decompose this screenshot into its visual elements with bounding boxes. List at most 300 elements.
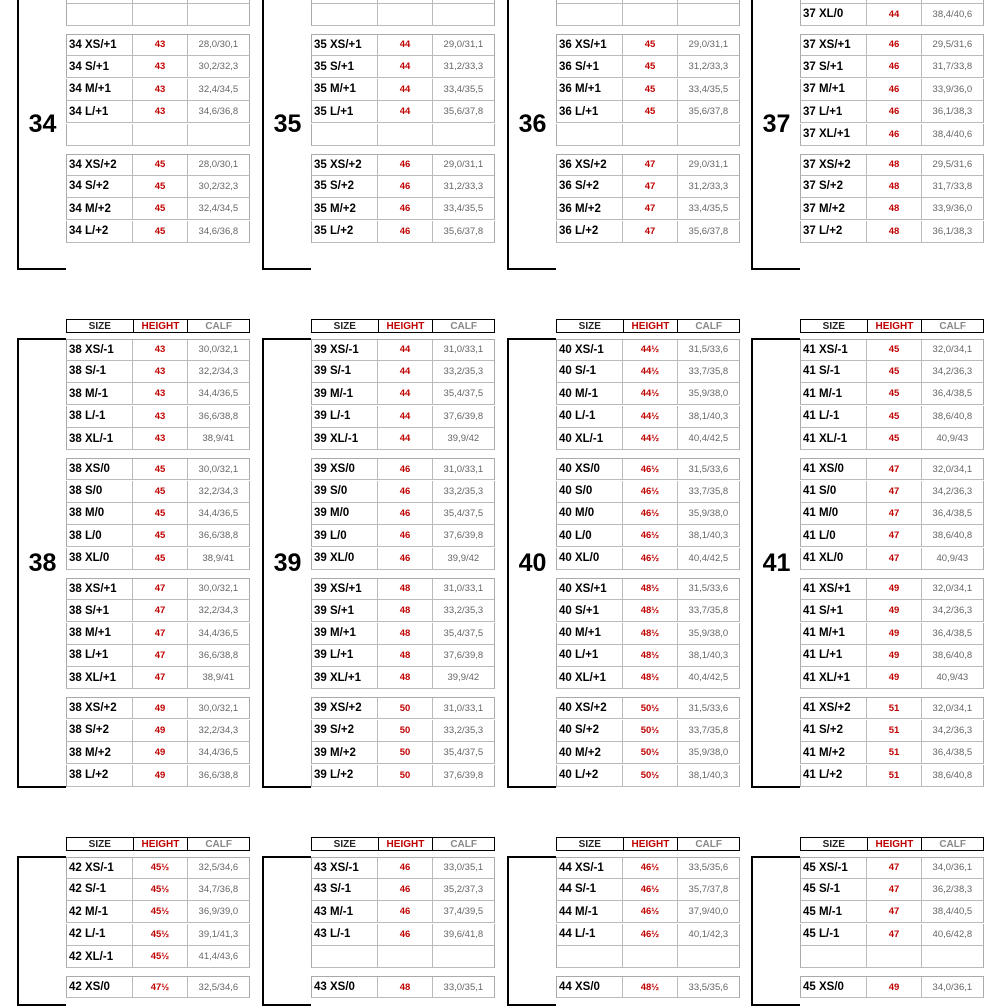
header-calf: CALF	[939, 320, 966, 332]
header-calf: CALF	[450, 320, 477, 332]
table-row	[556, 4, 740, 26]
table-row	[311, 4, 495, 26]
table-row	[66, 623, 250, 645]
height-cell: 47	[623, 176, 677, 197]
height-cell: 44½	[623, 340, 677, 360]
height-cell: 45	[133, 221, 187, 242]
table-row	[66, 383, 250, 405]
height-cell: 47	[133, 623, 187, 644]
table-row	[66, 481, 250, 503]
height-cell: 45½	[133, 879, 187, 900]
header-height: HEIGHT	[868, 320, 923, 332]
header-size: SIZE	[557, 838, 624, 850]
calf-cell: 36,4/38,5	[932, 627, 973, 639]
height-cell: 48	[867, 176, 921, 197]
height-cell: 47	[623, 155, 677, 175]
table-row	[556, 697, 740, 719]
size-cell: 39 XL/-1	[312, 428, 378, 449]
height-cell: 45	[867, 406, 921, 427]
size-cell: 34 M/+2	[67, 198, 133, 219]
table-row	[311, 578, 495, 600]
table-row	[311, 458, 495, 480]
size-group-label	[17, 856, 66, 1006]
height-cell: 45	[867, 340, 921, 360]
size-cell: 39 XS/+2	[312, 698, 378, 718]
height-cell: 46½	[623, 548, 677, 569]
table-row	[556, 765, 740, 787]
height-cell	[867, 0, 921, 3]
calf-cell: 36,4/38,5	[932, 747, 973, 759]
calf-cell: 34,6/36,8	[198, 225, 239, 237]
size-cell: 37 S/+1	[801, 56, 867, 77]
height-cell: 49	[133, 742, 187, 763]
height-cell: 50½	[623, 698, 677, 718]
height-cell: 44½	[623, 428, 677, 449]
height-cell	[378, 946, 432, 967]
calf-cell: 31,2/33,3	[443, 61, 484, 73]
calf-cell: 38,4/40,6	[932, 128, 973, 140]
table-row	[556, 503, 740, 525]
height-cell: 49	[867, 623, 921, 644]
size-cell: 38 XL/-1	[67, 428, 133, 449]
table-row	[800, 406, 984, 428]
table-row	[311, 857, 495, 879]
calf-cell: 36,6/38,8	[198, 410, 239, 422]
size-cell: 36 XS/+2	[557, 155, 623, 175]
calf-cell: 35,6/37,8	[443, 225, 484, 237]
table-row	[311, 406, 495, 428]
calf-cell: 35,9/38,0	[688, 507, 729, 519]
calf-cell: 38,1/40,3	[688, 410, 729, 422]
size-cell: 39 S/+1	[312, 600, 378, 621]
height-cell: 48	[867, 155, 921, 175]
size-cell: 35 S/+1	[312, 56, 378, 77]
calf-cell: 36,1/38,3	[932, 225, 973, 237]
calf-cell: 33,2/35,3	[443, 724, 484, 736]
calf-cell: 38,1/40,3	[688, 530, 729, 542]
height-cell: 46	[378, 548, 432, 569]
height-cell: 46	[867, 79, 921, 100]
size-cell: 42 S/-1	[67, 879, 133, 900]
table-row	[66, 176, 250, 198]
size-cell: 39 S/0	[312, 481, 378, 502]
size-group-label: 38	[17, 338, 66, 788]
table-row	[800, 4, 984, 26]
height-cell: 46	[378, 481, 432, 502]
table-row	[66, 879, 250, 901]
height-cell: 45	[133, 176, 187, 197]
height-cell: 49	[133, 765, 187, 786]
height-cell: 45½	[133, 946, 187, 967]
header-calf: CALF	[450, 838, 477, 850]
table-row	[800, 383, 984, 405]
table-row	[66, 548, 250, 570]
height-cell: 48½	[623, 623, 677, 644]
calf-cell: 34,2/36,3	[932, 365, 973, 377]
table-row	[311, 600, 495, 622]
table-row	[800, 481, 984, 503]
size-cell: 40 M/+1	[557, 623, 623, 644]
size-group-label: 36	[507, 0, 556, 270]
table-row	[800, 79, 984, 101]
calf-cell: 31,5/33,6	[688, 344, 729, 355]
height-cell: 46	[378, 924, 432, 945]
height-cell: 46	[378, 198, 432, 219]
calf-cell: 31,0/33,1	[443, 344, 484, 355]
size-cell: 35 M/+1	[312, 79, 378, 100]
calf-cell: 36,9/39,0	[198, 906, 239, 918]
height-cell: 48	[378, 645, 432, 666]
table-row	[66, 600, 250, 622]
size-cell: 43 M/-1	[312, 901, 378, 922]
calf-cell: 38,9/41	[202, 433, 235, 445]
height-cell: 45	[133, 503, 187, 524]
height-cell: 43	[133, 406, 187, 427]
height-cell: 45	[867, 361, 921, 382]
size-cell	[557, 124, 623, 145]
size-cell: 41 XS/+1	[801, 579, 867, 599]
size-cell: 35 XS/+1	[312, 35, 378, 55]
height-cell: 46	[378, 221, 432, 242]
size-cell: 42 L/-1	[67, 924, 133, 945]
height-cell: 48	[867, 198, 921, 219]
height-cell: 45	[867, 383, 921, 404]
table-row	[311, 946, 495, 968]
height-cell: 45	[133, 481, 187, 502]
table-row	[800, 221, 984, 243]
table-row	[311, 198, 495, 220]
calf-cell: 38,4/40,5	[932, 906, 973, 918]
size-cell	[801, 0, 867, 3]
table-row	[66, 976, 250, 998]
size-cell: 39 XL/+1	[312, 667, 378, 688]
size-cell: 36 S/+1	[557, 56, 623, 77]
calf-cell: 29,5/31,6	[932, 159, 973, 170]
calf-cell: 28,0/30,1	[198, 39, 239, 51]
table-row	[311, 765, 495, 787]
height-cell: 44	[378, 79, 432, 100]
size-cell: 40 XS/-1	[557, 340, 623, 360]
table-row	[800, 976, 984, 998]
calf-cell: 38,4/40,6	[932, 8, 973, 20]
height-cell: 48	[867, 221, 921, 242]
size-cell: 40 M/0	[557, 503, 623, 524]
table-row	[311, 667, 495, 689]
size-cell: 34 XS/+2	[67, 155, 133, 175]
table-row	[800, 503, 984, 525]
size-cell: 40 M/-1	[557, 383, 623, 404]
size-cell: 38 S/+2	[67, 720, 133, 741]
table-row	[556, 578, 740, 600]
size-cell: 38 M/+2	[67, 742, 133, 763]
height-cell: 50½	[623, 720, 677, 741]
table-row	[800, 901, 984, 923]
table-row	[66, 697, 250, 719]
calf-cell: 36,6/38,8	[198, 769, 239, 781]
table-row	[66, 34, 250, 56]
size-group-label	[262, 856, 311, 1006]
height-cell: 43	[133, 340, 187, 360]
height-cell: 49	[867, 977, 921, 997]
table-row	[311, 34, 495, 56]
size-cell: 41 S/-1	[801, 361, 867, 382]
size-cell: 41 M/-1	[801, 383, 867, 404]
size-cell: 43 L/-1	[312, 924, 378, 945]
table-row	[800, 667, 984, 689]
size-cell: 39 XS/+1	[312, 579, 378, 599]
height-cell	[133, 4, 187, 25]
table-row	[556, 154, 740, 176]
height-cell: 47	[133, 600, 187, 621]
calf-cell: 39,9/42	[447, 672, 480, 684]
table-row	[66, 428, 250, 450]
header-size: SIZE	[312, 320, 379, 332]
table-row	[556, 525, 740, 547]
header-height: HEIGHT	[624, 838, 679, 850]
height-cell: 45	[623, 56, 677, 77]
height-cell: 49	[867, 600, 921, 621]
calf-cell: 35,9/38,0	[688, 627, 729, 639]
height-cell: 48	[378, 579, 432, 599]
height-cell: 46½	[623, 459, 677, 479]
size-cell	[801, 946, 867, 967]
height-cell: 44	[378, 340, 432, 360]
size-cell: 44 XS/-1	[557, 858, 623, 878]
calf-cell	[188, 0, 249, 3]
calf-cell: 40,9/43	[936, 552, 969, 564]
calf-cell: 33,7/35,8	[688, 365, 729, 377]
size-cell: 34 S/+1	[67, 56, 133, 77]
header-calf: CALF	[695, 838, 722, 850]
height-cell: 46½	[623, 901, 677, 922]
size-cell: 40 L/+2	[557, 765, 623, 786]
calf-cell: 33,7/35,8	[688, 605, 729, 617]
table-row	[311, 79, 495, 101]
size-cell: 39 XS/-1	[312, 340, 378, 360]
height-cell: 46½	[623, 481, 677, 502]
height-cell: 48	[378, 977, 432, 997]
header-size: SIZE	[67, 838, 134, 850]
table-row	[556, 361, 740, 383]
height-cell: 46½	[623, 879, 677, 900]
height-cell: 45	[133, 548, 187, 569]
height-cell: 45½	[133, 858, 187, 878]
size-cell: 40 XS/0	[557, 459, 623, 479]
size-cell: 40 XL/0	[557, 548, 623, 569]
table-row	[800, 645, 984, 667]
size-cell: 36 M/+2	[557, 198, 623, 219]
calf-cell: 37,6/39,8	[443, 410, 484, 422]
table-header	[556, 319, 740, 333]
calf-cell: 33,9/36,0	[932, 83, 973, 95]
size-cell: 39 XS/0	[312, 459, 378, 479]
calf-cell: 33,4/35,5	[443, 203, 484, 215]
table-row	[800, 361, 984, 383]
size-cell: 36 L/+2	[557, 221, 623, 242]
height-cell: 43	[133, 383, 187, 404]
calf-cell: 40,4/42,5	[688, 433, 729, 445]
height-cell: 44½	[623, 361, 677, 382]
table-row	[800, 198, 984, 220]
header-calf: CALF	[205, 838, 232, 850]
size-cell: 40 XS/+1	[557, 579, 623, 599]
size-cell: 40 XL/-1	[557, 428, 623, 449]
height-cell: 46	[378, 525, 432, 546]
table-row	[66, 857, 250, 879]
size-cell: 37 XS/+2	[801, 155, 867, 175]
calf-cell: 39,9/42	[447, 433, 480, 445]
height-cell: 43	[133, 56, 187, 77]
calf-cell: 38,6/40,8	[932, 530, 973, 542]
size-cell: 34 M/+1	[67, 79, 133, 100]
size-cell: 41 XL/0	[801, 548, 867, 569]
size-cell: 38 XS/+1	[67, 579, 133, 599]
calf-cell: 41,4/43,6	[198, 951, 239, 963]
size-cell: 35 L/+1	[312, 101, 378, 122]
table-row	[556, 79, 740, 101]
size-group-label: 39	[262, 338, 311, 788]
table-row	[66, 458, 250, 480]
header-height: HEIGHT	[134, 320, 189, 332]
calf-cell: 30,0/32,1	[198, 702, 239, 714]
table-row	[556, 667, 740, 689]
calf-cell: 32,0/34,1	[932, 702, 973, 714]
height-cell: 46	[378, 858, 432, 878]
height-cell: 46½	[623, 525, 677, 546]
table-row	[556, 176, 740, 198]
size-cell	[67, 0, 133, 3]
height-cell: 49	[867, 667, 921, 688]
size-cell: 41 XL/-1	[801, 428, 867, 449]
height-cell: 45½	[133, 924, 187, 945]
size-cell: 40 S/+2	[557, 720, 623, 741]
size-cell: 45 S/-1	[801, 879, 867, 900]
height-cell: 46	[378, 459, 432, 479]
height-cell: 44	[378, 383, 432, 404]
size-cell: 42 M/-1	[67, 901, 133, 922]
height-cell: 48½	[623, 600, 677, 621]
table-row	[556, 428, 740, 450]
size-cell: 41 L/+1	[801, 645, 867, 666]
table-row	[800, 428, 984, 450]
size-cell: 39 M/+1	[312, 623, 378, 644]
height-cell: 45	[623, 35, 677, 55]
height-cell	[623, 0, 677, 3]
size-cell	[312, 946, 378, 967]
size-cell: 38 L/-1	[67, 406, 133, 427]
calf-cell: 33,2/35,3	[443, 365, 484, 377]
height-cell	[623, 946, 677, 967]
height-cell: 47	[867, 503, 921, 524]
size-cell: 39 L/-1	[312, 406, 378, 427]
height-cell: 49	[133, 720, 187, 741]
table-row	[66, 901, 250, 923]
table-row	[311, 428, 495, 450]
table-row	[556, 198, 740, 220]
calf-cell	[433, 4, 494, 25]
table-row	[556, 339, 740, 361]
height-cell: 45	[133, 155, 187, 175]
size-cell: 41 XL/+1	[801, 667, 867, 688]
size-cell: 40 L/-1	[557, 406, 623, 427]
calf-cell: 28,0/30,1	[198, 159, 239, 170]
table-row	[311, 383, 495, 405]
calf-cell: 35,6/37,8	[688, 225, 729, 237]
calf-cell: 34,2/36,3	[932, 605, 973, 617]
height-cell: 46	[378, 901, 432, 922]
height-cell: 44½	[623, 406, 677, 427]
table-row	[66, 503, 250, 525]
height-cell: 48½	[623, 667, 677, 688]
calf-cell	[433, 0, 494, 3]
size-cell: 40 S/0	[557, 481, 623, 502]
height-cell	[378, 124, 432, 145]
calf-cell: 38,9/41	[202, 672, 235, 684]
header-height: HEIGHT	[868, 838, 923, 850]
calf-cell: 33,2/35,3	[443, 605, 484, 617]
table-row	[556, 901, 740, 923]
table-row	[800, 924, 984, 946]
height-cell: 46	[378, 176, 432, 197]
calf-cell: 33,0/35,1	[443, 862, 484, 873]
header-calf: CALF	[695, 320, 722, 332]
height-cell	[378, 4, 432, 25]
size-cell	[312, 0, 378, 3]
height-cell: 47½	[133, 977, 187, 997]
table-row	[800, 176, 984, 198]
table-row	[800, 101, 984, 123]
table-row	[66, 406, 250, 428]
height-cell: 45	[623, 79, 677, 100]
height-cell: 46	[378, 503, 432, 524]
size-cell: 37 S/+2	[801, 176, 867, 197]
table-row	[800, 946, 984, 968]
calf-cell: 39,9/42	[447, 552, 480, 564]
size-cell: 39 M/-1	[312, 383, 378, 404]
calf-cell: 34,7/36,8	[198, 883, 239, 895]
table-row	[556, 857, 740, 879]
header-height: HEIGHT	[624, 320, 679, 332]
calf-cell: 40,6/42,8	[932, 928, 973, 940]
table-row	[66, 101, 250, 123]
height-cell: 47	[867, 901, 921, 922]
header-height: HEIGHT	[379, 838, 434, 850]
calf-cell	[922, 0, 983, 3]
height-cell: 48½	[623, 645, 677, 666]
size-cell: 41 S/0	[801, 481, 867, 502]
height-cell: 46	[867, 101, 921, 122]
calf-cell: 32,4/34,5	[198, 83, 239, 95]
calf-cell: 36,4/38,5	[932, 507, 973, 519]
size-cell: 43 XS/0	[312, 977, 378, 997]
table-header	[311, 319, 495, 333]
size-cell: 39 S/+2	[312, 720, 378, 741]
size-cell: 40 M/+2	[557, 742, 623, 763]
table-row	[556, 720, 740, 742]
table-row	[311, 525, 495, 547]
height-cell: 50	[378, 698, 432, 718]
calf-cell: 32,0/34,1	[932, 344, 973, 355]
table-row	[556, 879, 740, 901]
header-size: SIZE	[312, 838, 379, 850]
height-cell: 47	[623, 221, 677, 242]
size-cell: 35 M/+2	[312, 198, 378, 219]
size-cell: 41 XS/-1	[801, 340, 867, 360]
table-row	[311, 154, 495, 176]
size-cell: 45 L/-1	[801, 924, 867, 945]
size-cell: 36 L/+1	[557, 101, 623, 122]
size-cell: 45 XS/0	[801, 977, 867, 997]
